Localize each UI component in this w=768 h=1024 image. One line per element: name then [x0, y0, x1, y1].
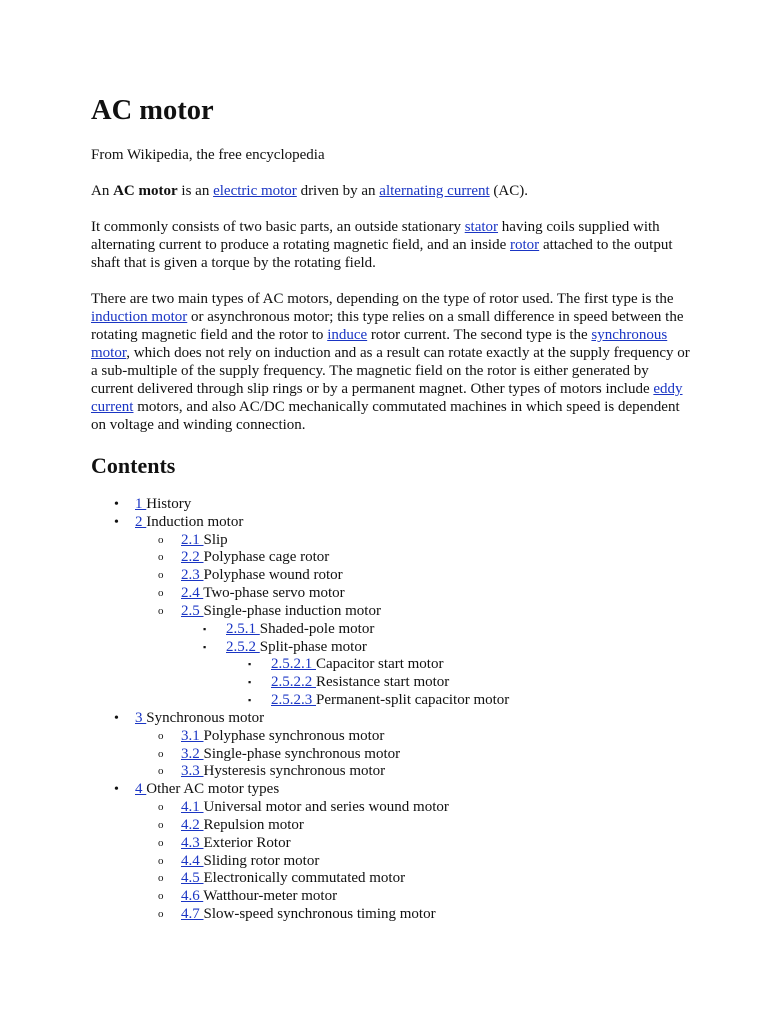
toc-link[interactable]: 4.3	[181, 834, 204, 851]
contents-heading: Contents	[91, 453, 176, 478]
toc-item	[91, 799, 691, 817]
toc-item	[91, 549, 691, 567]
paragraph-text: It commonly consists of two basic parts, an outside stationary	[91, 219, 465, 235]
toc-label: Capacitor start motor	[316, 656, 444, 673]
bullet-circle-icon: o	[158, 818, 164, 831]
toc-link[interactable]: 2.3	[181, 567, 204, 584]
toc-link[interactable]: 3.2	[181, 745, 204, 762]
bullet-disc-icon: •	[114, 782, 119, 798]
bullet-disc-icon: •	[114, 514, 119, 530]
link-eddy-current[interactable]: eddy current	[91, 381, 683, 415]
paragraph-text: or asynchronous motor; this type relies on a small difference in speed between the rotating magnetic field and the rotor to	[91, 309, 684, 343]
toc-label: Single-phase induction motor	[203, 602, 381, 619]
bullet-circle-icon: o	[158, 569, 164, 582]
intro-text: is an	[177, 183, 214, 199]
toc-item	[91, 870, 691, 888]
toc-item	[91, 567, 691, 585]
bullet-circle-icon: o	[158, 604, 164, 617]
bullet-square-icon: ▪	[248, 695, 252, 706]
toc-label: Two-phase servo motor	[203, 585, 345, 602]
bullet-circle-icon: o	[158, 587, 164, 600]
toc-link[interactable]: 4	[135, 781, 147, 798]
toc-label: Sliding rotor motor	[203, 852, 320, 869]
toc-link[interactable]: 4.1	[181, 799, 204, 816]
page-subtitle: From Wikipedia, the free encyclopedia	[91, 147, 325, 163]
bullet-circle-icon: o	[158, 890, 164, 903]
toc-item	[91, 781, 691, 799]
toc-item	[91, 906, 691, 924]
bullet-disc-icon: •	[114, 497, 119, 512]
toc-item	[91, 656, 691, 674]
bullet-circle-icon: o	[158, 908, 164, 921]
toc-label: Watthour-meter motor	[203, 888, 338, 905]
bullet-circle-icon: o	[158, 872, 164, 885]
toc-item	[91, 603, 691, 621]
bullet-circle-icon: o	[158, 854, 164, 867]
toc-item	[91, 621, 691, 639]
bullet-square-icon: ▪	[203, 623, 207, 634]
toc-item	[91, 888, 691, 906]
toc-link[interactable]: 2.5.2.3	[271, 692, 316, 709]
intro-text: driven by an	[296, 183, 380, 199]
bullet-disc-icon: •	[114, 710, 119, 726]
article	[91, 92, 691, 923]
toc-link[interactable]: 2.4	[181, 585, 204, 602]
toc-link[interactable]: 4.4	[181, 852, 204, 869]
toc-label: Exterior Rotor	[203, 834, 291, 851]
toc-item	[91, 585, 691, 603]
toc-item	[91, 514, 691, 532]
bullet-square-icon: ▪	[248, 659, 252, 670]
toc-item	[91, 532, 691, 550]
paragraph-text: having coils supplied with alternating current to produce a rotating magnetic field, and an inside	[91, 219, 660, 253]
toc-label: Polyphase synchronous motor	[203, 727, 385, 744]
toc-label: Resistance start motor	[316, 674, 450, 691]
toc-link[interactable]: 4.5	[181, 870, 204, 887]
toc-link[interactable]: 4.7	[181, 906, 204, 923]
link-alternating-current[interactable]: alternating current	[379, 183, 490, 199]
toc-link[interactable]: 2.5.1	[226, 620, 260, 637]
toc-item	[91, 853, 691, 871]
bullet-square-icon: ▪	[203, 641, 207, 652]
toc-item	[91, 496, 691, 514]
toc-label: Split-phase motor	[259, 638, 367, 655]
bullet-circle-icon: o	[158, 533, 164, 546]
table-of-contents	[91, 496, 691, 924]
toc-link[interactable]: 3.1	[181, 727, 204, 744]
toc-label: Synchronous motor	[146, 709, 265, 726]
toc-item	[91, 746, 691, 764]
bullet-circle-icon: o	[158, 765, 164, 778]
toc-link[interactable]: 2.5.2.2	[271, 674, 316, 691]
toc-label: Slow-speed synchronous timing motor	[203, 906, 436, 923]
toc-label: Electronically commutated motor	[203, 870, 406, 887]
intro-text: (AC).	[489, 183, 528, 199]
toc-item	[91, 817, 691, 835]
toc-label: Repulsion motor	[203, 816, 304, 833]
toc-link[interactable]: 3.3	[181, 763, 204, 780]
toc-item	[91, 710, 691, 728]
paragraph-text: rotor current. The second type is the	[367, 327, 592, 343]
bullet-circle-icon: o	[158, 747, 164, 760]
toc-label: Other AC motor types	[146, 781, 280, 798]
toc-link[interactable]: 2.2	[181, 549, 204, 566]
toc-label: Single-phase synchronous motor	[203, 745, 401, 762]
toc-item	[91, 692, 691, 710]
bullet-circle-icon: o	[158, 801, 164, 814]
bullet-square-icon: ▪	[248, 677, 252, 688]
toc-label: Polyphase cage rotor	[203, 549, 330, 566]
toc-item	[91, 763, 691, 781]
toc-link[interactable]: 4.6	[181, 888, 204, 905]
paragraph-text: motors, and also AC/DC mechanically commutated machines in which speed is dependent on voltage and winding connection.	[91, 399, 680, 433]
bullet-circle-icon: o	[158, 729, 164, 742]
bullet-circle-icon: o	[158, 836, 164, 849]
link-induction-motor[interactable]: induction motor	[91, 309, 188, 325]
link-rotor[interactable]: rotor	[510, 237, 540, 253]
toc-link[interactable]: 2	[135, 513, 147, 530]
paragraph-text: attached to the output shaft that is given a torque by the rotating field.	[91, 237, 673, 271]
toc-label: Permanent-split capacitor motor	[316, 692, 510, 709]
toc-link[interactable]: 2.5.2	[226, 638, 260, 655]
toc-link[interactable]: 2.5.2.1	[271, 656, 316, 673]
page-title: AC motor	[91, 95, 214, 126]
intro-bold-term: AC motor	[113, 183, 178, 199]
bullet-circle-icon: o	[158, 551, 164, 564]
link-induce[interactable]: induce	[327, 327, 368, 343]
toc-label: Slip	[203, 531, 228, 548]
link-electric-motor[interactable]: electric motor	[213, 183, 297, 199]
toc-label: Hysteresis synchronous motor	[203, 763, 386, 780]
link-stator[interactable]: stator	[464, 219, 499, 235]
toc-label: Shaded-pole motor	[259, 620, 375, 637]
toc-label: Induction motor	[146, 513, 244, 530]
toc-item	[91, 728, 691, 746]
paragraph-types	[91, 290, 691, 434]
toc-item	[91, 674, 691, 692]
toc-link[interactable]: 4.2	[181, 816, 204, 833]
toc-link[interactable]: 2.5	[181, 602, 204, 619]
toc-item	[91, 639, 691, 657]
intro-text: An	[91, 183, 114, 199]
paragraph-parts	[91, 218, 691, 272]
link-synchronous-motor[interactable]: synchronous motor	[91, 327, 668, 361]
intro-paragraph	[91, 182, 691, 200]
toc-label: Polyphase wound rotor	[203, 567, 343, 584]
paragraph-text: There are two main types of AC motors, depending on the type of rotor used. The first type is the	[91, 291, 674, 307]
toc-link[interactable]: 2.1	[181, 531, 204, 548]
toc-link[interactable]: 1	[135, 496, 147, 512]
toc-item	[91, 835, 691, 853]
toc-label: History	[146, 496, 192, 512]
toc-link[interactable]: 3	[135, 709, 147, 726]
toc-label: Universal motor and series wound motor	[203, 799, 449, 816]
paragraph-text: , which does not rely on induction and as a result can rotate exactly at the supply frequency or a sub-multiple of the supply frequency. The magnetic field on the rotor is either generated by current delivered through slip rings or by a permanent magnet. Other types of motors include	[91, 345, 690, 397]
